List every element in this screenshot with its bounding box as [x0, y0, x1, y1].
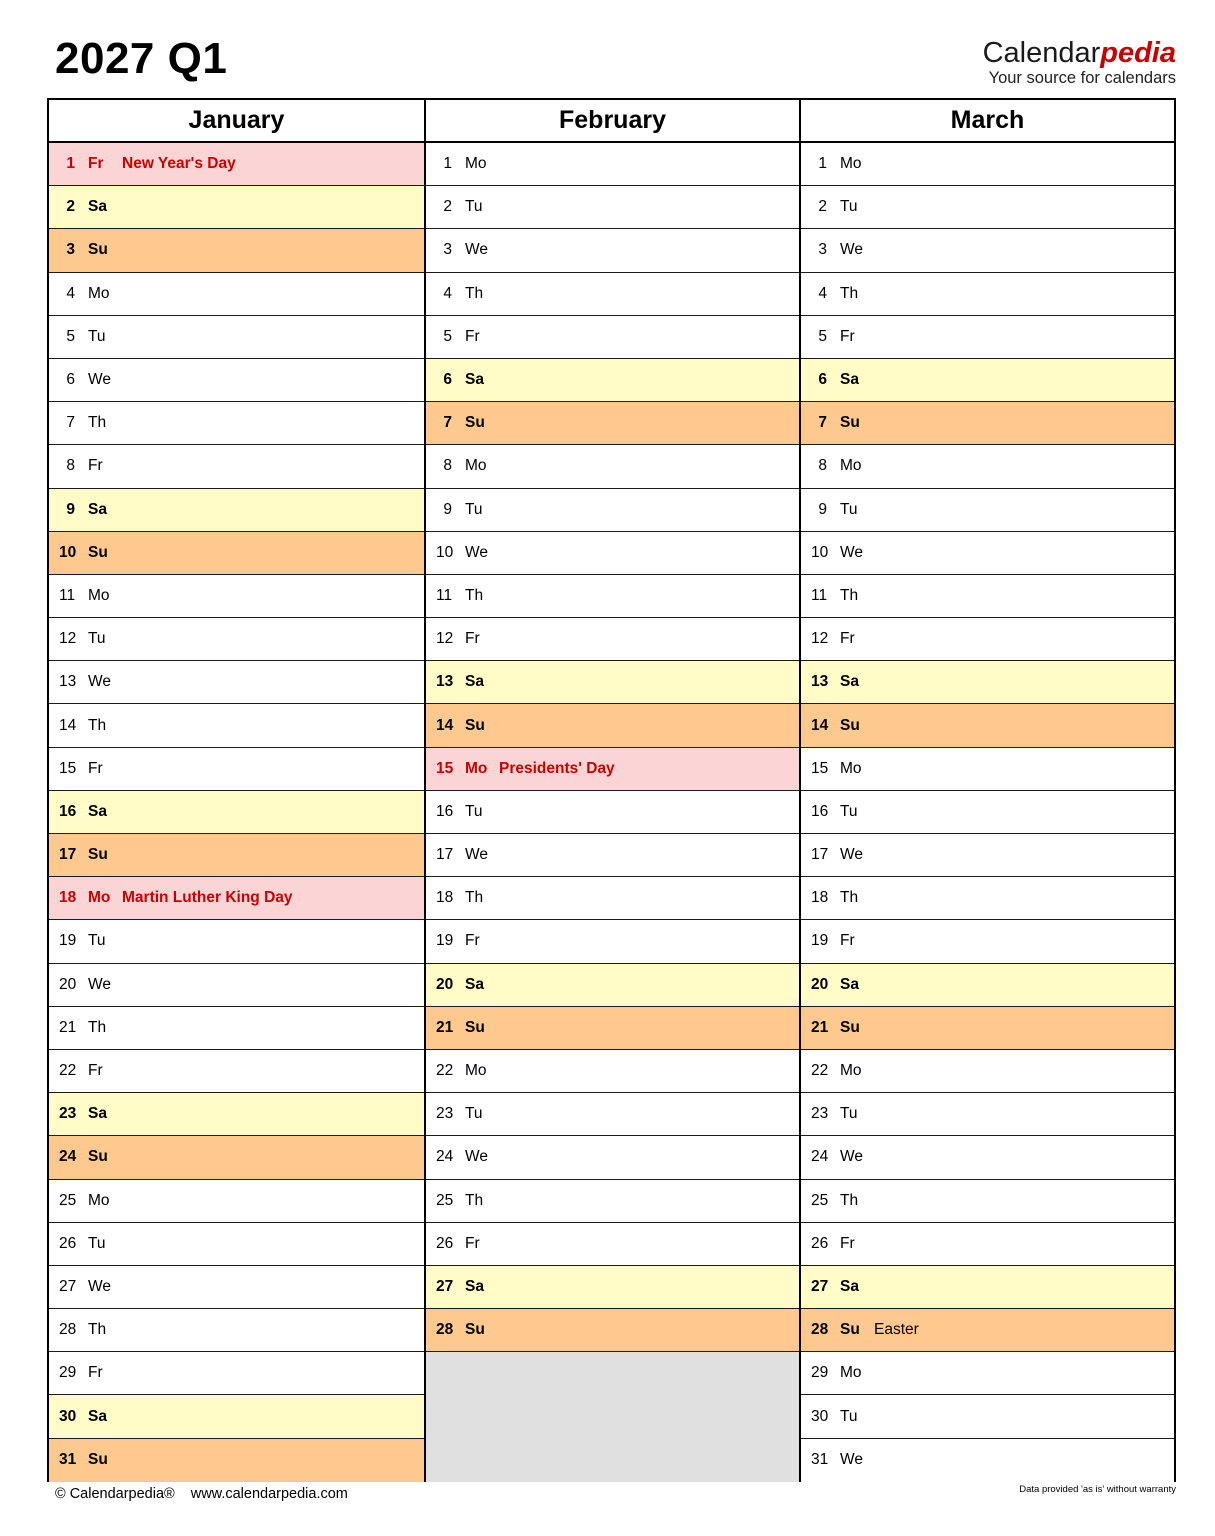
weekday-abbr: Su: [465, 716, 485, 734]
day-number: 9: [818, 500, 827, 518]
weekday-abbr: Mo: [465, 155, 487, 173]
month-header: March: [801, 100, 1174, 143]
day-number: 11: [59, 586, 76, 604]
weekday-abbr: Su: [465, 414, 485, 432]
weekday-abbr: Mo: [88, 284, 110, 302]
weekday-abbr: Th: [88, 716, 107, 734]
weekday-abbr: Su: [840, 1018, 860, 1036]
day-row-january-22: [49, 1050, 424, 1093]
weekday-abbr: Mo: [88, 1191, 110, 1209]
day-number: 7: [443, 414, 452, 432]
weekday-abbr: Sa: [840, 673, 859, 691]
day-row-february-3: [426, 229, 799, 272]
weekday-abbr: Th: [465, 284, 484, 302]
weekday-abbr: Tu: [88, 1234, 106, 1252]
day-row-march-3: [801, 229, 1174, 272]
day-number: 28: [59, 1321, 77, 1339]
day-row-march-21: [801, 1007, 1174, 1050]
day-number: 15: [436, 759, 454, 777]
day-row-january-17: [49, 834, 424, 877]
day-row-march-4: [801, 273, 1174, 316]
weekday-abbr: Mo: [840, 1364, 862, 1382]
weekday-abbr: Tu: [88, 327, 106, 345]
day-row-february-7: [426, 402, 799, 445]
weekday-abbr: Mo: [465, 759, 488, 777]
weekday-abbr: We: [88, 975, 111, 993]
day-number: 19: [436, 932, 454, 950]
weekday-abbr: Mo: [840, 759, 862, 777]
day-number: 21: [59, 1018, 77, 1036]
day-row-january-20: [49, 964, 424, 1007]
weekday-abbr: Fr: [88, 155, 104, 173]
day-number: 15: [59, 759, 77, 777]
weekday-abbr: We: [465, 241, 488, 259]
day-row-march-26: [801, 1223, 1174, 1266]
weekday-abbr: We: [840, 1148, 863, 1166]
day-row-february-22: [426, 1050, 799, 1093]
weekday-abbr: Sa: [840, 371, 859, 389]
day-number: 23: [436, 1105, 454, 1123]
day-row-january-27: [49, 1266, 424, 1309]
day-number: 18: [811, 889, 829, 907]
weekday-abbr: Mo: [88, 586, 110, 604]
weekday-abbr: Mo: [840, 155, 862, 173]
day-number: 12: [811, 630, 829, 648]
day-number: 20: [811, 975, 829, 993]
weekday-abbr: Fr: [840, 327, 855, 345]
day-number: 31: [59, 1451, 77, 1469]
day-row-january-11: [49, 575, 424, 618]
day-number: 29: [59, 1364, 77, 1382]
day-row-march-22: [801, 1050, 1174, 1093]
day-row-january-5: [49, 316, 424, 359]
holiday-label: Presidents' Day: [499, 759, 615, 777]
day-row-january-16: [49, 791, 424, 834]
day-number: 20: [436, 975, 454, 993]
day-row-february-27: [426, 1266, 799, 1309]
day-row-march-11: [801, 575, 1174, 618]
day-row-march-9: [801, 489, 1174, 532]
day-row-march-25: [801, 1180, 1174, 1223]
day-number: 10: [59, 543, 77, 561]
weekday-abbr: Fr: [88, 759, 103, 777]
day-row-february-25: [426, 1180, 799, 1223]
day-row-march-10: [801, 532, 1174, 575]
day-number: 22: [436, 1062, 454, 1080]
day-number: 30: [811, 1407, 829, 1425]
footer-copyright-line: [55, 1482, 348, 1502]
day-row-january-2: [49, 186, 424, 229]
weekday-abbr: Sa: [88, 1407, 107, 1425]
day-row-march-6: [801, 359, 1174, 402]
quarter-calendar-grid: [47, 98, 1176, 1482]
logo-text-calendar: Calendar: [982, 37, 1101, 69]
day-number: 7: [818, 414, 827, 432]
weekday-abbr: Tu: [88, 630, 106, 648]
day-number: 1: [443, 155, 452, 173]
day-number: 15: [811, 759, 829, 777]
day-row-march-19: [801, 920, 1174, 963]
day-number: 30: [59, 1407, 77, 1425]
weekday-abbr: Th: [840, 586, 859, 604]
weekday-abbr: Sa: [465, 371, 484, 389]
holiday-label: Martin Luther King Day: [122, 889, 293, 907]
empty-days-block: [426, 1352, 799, 1482]
weekday-abbr: Tu: [840, 1407, 858, 1425]
day-row-march-27: [801, 1266, 1174, 1309]
weekday-abbr: Tu: [465, 198, 483, 216]
day-number: 22: [811, 1062, 829, 1080]
day-row-january-8: [49, 445, 424, 488]
day-number: 14: [436, 716, 454, 734]
day-number: 4: [818, 284, 827, 302]
weekday-abbr: Fr: [88, 1062, 103, 1080]
day-row-january-1: [49, 143, 424, 186]
weekday-abbr: Su: [840, 1321, 860, 1339]
day-number: 1: [66, 155, 75, 173]
day-number: 27: [811, 1277, 829, 1295]
day-number: 11: [436, 586, 453, 604]
weekday-abbr: Mo: [88, 889, 111, 907]
day-row-march-8: [801, 445, 1174, 488]
day-number: 18: [436, 889, 454, 907]
day-row-march-14: [801, 704, 1174, 747]
day-row-january-9: [49, 489, 424, 532]
day-number: 21: [436, 1018, 454, 1036]
weekday-abbr: Th: [840, 284, 859, 302]
day-row-march-31: [801, 1439, 1174, 1482]
weekday-abbr: Fr: [465, 327, 480, 345]
holiday-label: Easter: [874, 1321, 919, 1339]
day-number: 28: [811, 1321, 829, 1339]
day-row-february-28: [426, 1309, 799, 1352]
weekday-abbr: Sa: [88, 802, 107, 820]
weekday-abbr: We: [840, 1451, 863, 1469]
weekday-abbr: Tu: [840, 1105, 858, 1123]
day-row-january-10: [49, 532, 424, 575]
day-row-february-20: [426, 964, 799, 1007]
weekday-abbr: We: [465, 1148, 488, 1166]
weekday-abbr: Sa: [465, 975, 484, 993]
copyright-text: © Calendarpedia®: [55, 1486, 175, 1502]
day-row-february-9: [426, 489, 799, 532]
holiday-label: New Year's Day: [122, 155, 236, 173]
day-number: 13: [811, 673, 829, 691]
day-number: 3: [818, 241, 827, 259]
day-row-february-19: [426, 920, 799, 963]
weekday-abbr: Sa: [840, 1277, 859, 1295]
day-row-march-18: [801, 877, 1174, 920]
weekday-abbr: We: [465, 543, 488, 561]
website-link[interactable]: www.calendarpedia.com: [190, 1486, 348, 1502]
weekday-abbr: Su: [840, 414, 860, 432]
day-row-february-26: [426, 1223, 799, 1266]
day-row-january-7: [49, 402, 424, 445]
day-number: 3: [443, 241, 452, 259]
day-number: 18: [59, 889, 77, 907]
day-number: 17: [811, 846, 829, 864]
day-number: 19: [811, 932, 829, 950]
day-row-march-20: [801, 964, 1174, 1007]
day-number: 5: [443, 327, 452, 345]
day-number: 17: [59, 846, 77, 864]
weekday-abbr: Sa: [465, 1277, 484, 1295]
day-number: 9: [443, 500, 452, 518]
day-row-january-18: [49, 877, 424, 920]
day-row-march-1: [801, 143, 1174, 186]
day-number: 3: [66, 241, 75, 259]
day-number: 6: [66, 371, 75, 389]
day-row-february-11: [426, 575, 799, 618]
day-number: 25: [436, 1191, 454, 1209]
day-number: 14: [59, 716, 77, 734]
weekday-abbr: Fr: [840, 932, 855, 950]
day-number: 16: [436, 802, 454, 820]
weekday-abbr: Th: [465, 889, 484, 907]
weekday-abbr: Su: [88, 1148, 108, 1166]
weekday-abbr: Th: [88, 414, 107, 432]
day-row-february-12: [426, 618, 799, 661]
day-row-january-4: [49, 273, 424, 316]
day-row-january-31: [49, 1439, 424, 1482]
day-row-march-24: [801, 1136, 1174, 1179]
weekday-abbr: Th: [465, 586, 484, 604]
weekday-abbr: Su: [465, 1321, 485, 1339]
weekday-abbr: Tu: [840, 198, 858, 216]
day-row-february-1: [426, 143, 799, 186]
day-row-march-5: [801, 316, 1174, 359]
day-number: 22: [59, 1062, 77, 1080]
weekday-abbr: Tu: [465, 802, 483, 820]
day-number: 24: [436, 1148, 454, 1166]
day-row-february-21: [426, 1007, 799, 1050]
day-row-february-16: [426, 791, 799, 834]
day-number: 5: [818, 327, 827, 345]
day-row-february-4: [426, 273, 799, 316]
weekday-abbr: Th: [88, 1321, 107, 1339]
page-title: 2027 Q1: [55, 34, 228, 83]
weekday-abbr: Sa: [465, 673, 484, 691]
weekday-abbr: Tu: [465, 500, 483, 518]
logo-tagline: Your source for calendars: [988, 69, 1176, 87]
day-number: 13: [436, 673, 454, 691]
weekday-abbr: Sa: [88, 198, 107, 216]
day-row-february-14: [426, 704, 799, 747]
day-number: 6: [443, 371, 452, 389]
day-number: 16: [59, 802, 77, 820]
day-row-march-12: [801, 618, 1174, 661]
weekday-abbr: Fr: [88, 1364, 103, 1382]
weekday-abbr: Sa: [88, 500, 107, 518]
day-row-february-6: [426, 359, 799, 402]
day-row-february-24: [426, 1136, 799, 1179]
logo-text-pedia: pedia: [1100, 37, 1176, 69]
weekday-abbr: Mo: [465, 1062, 487, 1080]
day-number: 7: [66, 414, 75, 432]
weekday-abbr: Mo: [840, 1062, 862, 1080]
weekday-abbr: Sa: [840, 975, 859, 993]
weekday-abbr: Mo: [465, 457, 487, 475]
weekday-abbr: Th: [88, 1018, 107, 1036]
day-row-march-23: [801, 1093, 1174, 1136]
weekday-abbr: Fr: [465, 1234, 480, 1252]
day-row-march-15: [801, 748, 1174, 791]
weekday-abbr: Fr: [88, 457, 103, 475]
day-number: 12: [436, 630, 454, 648]
day-number: 17: [436, 846, 454, 864]
day-number: 29: [811, 1364, 829, 1382]
weekday-abbr: We: [840, 241, 863, 259]
day-row-march-13: [801, 661, 1174, 704]
day-row-january-15: [49, 748, 424, 791]
weekday-abbr: We: [88, 371, 111, 389]
weekday-abbr: We: [840, 543, 863, 561]
day-number: 23: [811, 1105, 829, 1123]
day-number: 27: [59, 1277, 77, 1295]
day-number: 25: [59, 1191, 77, 1209]
weekday-abbr: Tu: [840, 500, 858, 518]
day-number: 8: [443, 457, 452, 475]
weekday-abbr: We: [465, 846, 488, 864]
day-number: 20: [59, 975, 77, 993]
day-row-march-2: [801, 186, 1174, 229]
month-column-march: [799, 100, 1174, 1482]
weekday-abbr: We: [88, 1277, 111, 1295]
day-row-march-28: [801, 1309, 1174, 1352]
day-number: 10: [811, 543, 829, 561]
day-number: 2: [66, 198, 75, 216]
day-number: 4: [443, 284, 452, 302]
day-row-march-16: [801, 791, 1174, 834]
day-row-january-25: [49, 1180, 424, 1223]
month-header: February: [426, 100, 799, 143]
day-row-january-19: [49, 920, 424, 963]
weekday-abbr: Su: [88, 846, 108, 864]
weekday-abbr: Th: [465, 1191, 484, 1209]
day-row-january-6: [49, 359, 424, 402]
day-row-january-12: [49, 618, 424, 661]
weekday-abbr: Su: [465, 1018, 485, 1036]
footer: [47, 1482, 1176, 1502]
disclaimer-text: Data provided 'as is' without warranty: [1019, 1484, 1176, 1495]
day-row-february-15: [426, 748, 799, 791]
day-number: 1: [818, 155, 827, 173]
day-row-january-3: [49, 229, 424, 272]
day-number: 4: [66, 284, 75, 302]
day-row-february-8: [426, 445, 799, 488]
day-number: 8: [66, 457, 75, 475]
day-row-february-18: [426, 877, 799, 920]
day-row-march-17: [801, 834, 1174, 877]
day-row-march-7: [801, 402, 1174, 445]
day-number: 13: [59, 673, 77, 691]
day-row-february-23: [426, 1093, 799, 1136]
day-number: 16: [811, 802, 829, 820]
weekday-abbr: Tu: [465, 1105, 483, 1123]
day-row-february-13: [426, 661, 799, 704]
logo-wordmark: [983, 38, 1176, 68]
weekday-abbr: Su: [88, 241, 108, 259]
day-number: 12: [59, 630, 77, 648]
day-row-february-5: [426, 316, 799, 359]
month-column-february: [424, 100, 799, 1482]
day-number: 14: [811, 716, 829, 734]
day-row-january-28: [49, 1309, 424, 1352]
day-number: 26: [811, 1234, 829, 1252]
weekday-abbr: Fr: [465, 932, 480, 950]
day-number: 10: [436, 543, 454, 561]
month-column-january: [49, 100, 424, 1482]
day-row-march-30: [801, 1395, 1174, 1438]
day-number: 23: [59, 1105, 77, 1123]
weekday-abbr: Th: [840, 1191, 859, 1209]
day-row-january-30: [49, 1395, 424, 1438]
day-number: 11: [811, 586, 828, 604]
day-row-january-14: [49, 704, 424, 747]
weekday-abbr: Mo: [840, 457, 862, 475]
day-row-january-26: [49, 1223, 424, 1266]
weekday-abbr: Su: [88, 543, 108, 561]
day-number: 8: [818, 457, 827, 475]
weekday-abbr: We: [840, 846, 863, 864]
day-number: 2: [818, 198, 827, 216]
day-number: 26: [436, 1234, 454, 1252]
calendarpedia-logo: [983, 38, 1176, 88]
day-number: 24: [811, 1148, 829, 1166]
day-row-january-13: [49, 661, 424, 704]
day-number: 25: [811, 1191, 829, 1209]
day-number: 24: [59, 1148, 77, 1166]
weekday-abbr: Th: [840, 889, 859, 907]
weekday-abbr: Su: [840, 716, 860, 734]
weekday-abbr: We: [88, 673, 111, 691]
day-number: 5: [66, 327, 75, 345]
day-number: 31: [811, 1451, 829, 1469]
day-row-january-24: [49, 1136, 424, 1179]
day-number: 27: [436, 1277, 454, 1295]
day-number: 9: [66, 500, 75, 518]
day-number: 6: [818, 371, 827, 389]
day-row-february-17: [426, 834, 799, 877]
header-bar: [47, 0, 1176, 98]
weekday-abbr: Tu: [88, 932, 106, 950]
weekday-abbr: Fr: [840, 1234, 855, 1252]
day-row-february-10: [426, 532, 799, 575]
day-row-january-23: [49, 1093, 424, 1136]
weekday-abbr: Fr: [465, 630, 480, 648]
day-number: 21: [811, 1018, 829, 1036]
weekday-abbr: Fr: [840, 630, 855, 648]
day-number: 2: [443, 198, 452, 216]
day-row-february-2: [426, 186, 799, 229]
day-row-january-29: [49, 1352, 424, 1395]
day-number: 19: [59, 932, 77, 950]
weekday-abbr: Tu: [840, 802, 858, 820]
day-number: 26: [59, 1234, 77, 1252]
weekday-abbr: Su: [88, 1451, 108, 1469]
day-row-january-21: [49, 1007, 424, 1050]
weekday-abbr: Sa: [88, 1105, 107, 1123]
day-number: 28: [436, 1321, 454, 1339]
month-header: January: [49, 100, 424, 143]
day-row-march-29: [801, 1352, 1174, 1395]
